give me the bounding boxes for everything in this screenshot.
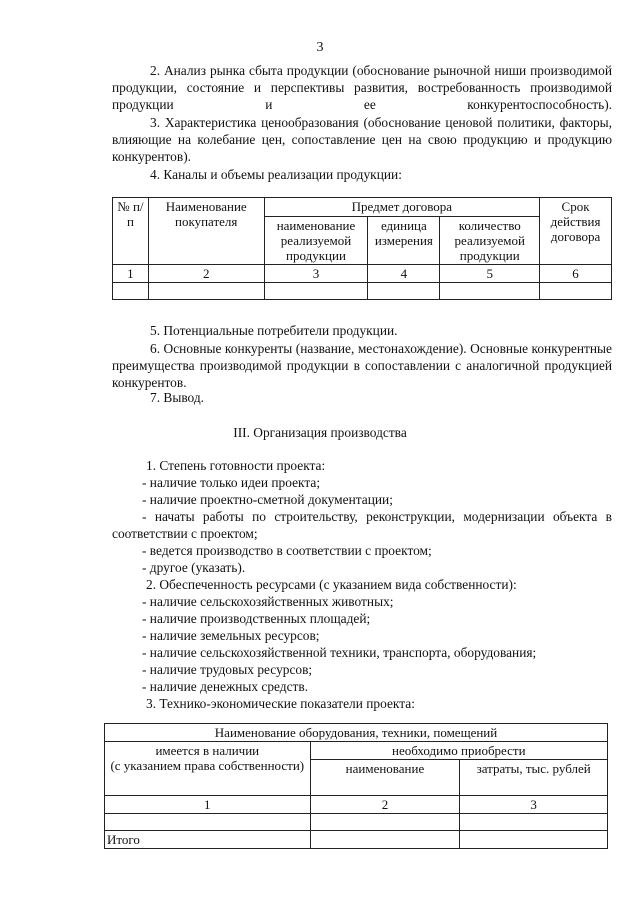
col-header-product-name: наименование реализуемой продукции xyxy=(264,217,368,265)
table-row xyxy=(113,283,612,300)
col-header-cost: затраты, тыс. рублей xyxy=(460,760,608,796)
column-number: 2 xyxy=(148,265,264,283)
table-row xyxy=(105,814,608,831)
paragraph-competitors: 6. Основные конкуренты (название, местонахождение). Основные конкурентные преимущества производимой продукции в сопоставлении с аналогичной продукцией конкурентов. xyxy=(112,341,612,390)
col-header-unit: единица измерения xyxy=(368,217,440,265)
total-label: Итого xyxy=(105,831,311,849)
resources-title: 2. Обеспеченность ресурсами (с указанием вида собственности): xyxy=(146,577,517,592)
paragraph-consumers: 5. Потенциальные потребители продукции. xyxy=(150,323,398,338)
paragraph-market-analysis: 2. Анализ рынка сбыта продукции (обоснование рыночной ниши производимой продукции, состояние и перспективы развития, востребованность производимой продукции и ее конкурентоспособность). xyxy=(112,63,612,112)
column-number: 1 xyxy=(113,265,149,283)
col-header-contract-subject: Предмет договора xyxy=(264,198,540,217)
section-heading: III. Организация производства xyxy=(233,425,407,440)
table-row xyxy=(105,831,608,849)
col-header-name: наименование xyxy=(310,760,460,796)
column-number: 3 xyxy=(460,796,608,814)
column-number: 1 xyxy=(105,796,311,814)
column-number: 3 xyxy=(264,265,368,283)
col-header-to-purchase: необходимо приобрести xyxy=(310,742,607,760)
equipment-table-header: Наименование оборудования, техники, помещений xyxy=(105,724,608,742)
col-header-quantity: количество реализуемой продукции xyxy=(440,217,540,265)
table-row xyxy=(113,265,612,283)
col-header-number: № п/п xyxy=(113,198,149,265)
paragraph-conclusion: 7. Вывод. xyxy=(150,390,205,405)
column-number: 5 xyxy=(440,265,540,283)
col-header-available xyxy=(105,742,311,796)
list-item: - наличие денежных средств. xyxy=(142,679,309,694)
list-item: - наличие сельскохозяйственной техники, транспорта, оборудования; xyxy=(142,645,537,660)
paragraph-pricing: 3. Характеристика ценообразования (обоснование ценовой политики, факторы, влияющие на колебание цен, сопоставление цен на свою продукцию и продукцию конкурентов). xyxy=(112,115,612,164)
col-header-contract-term: Срок действия договора xyxy=(540,198,612,265)
list-item: - наличие проектно-сметной документации; xyxy=(142,492,393,507)
list-item: - другое (указать). xyxy=(142,560,246,575)
sales-channels-table xyxy=(112,197,612,300)
table-row xyxy=(105,796,608,814)
column-number: 4 xyxy=(368,265,440,283)
available-label: имеется в наличии xyxy=(155,743,260,758)
list-item: - наличие земельных ресурсов; xyxy=(142,628,320,643)
list-item: - ведется производство в соответствии с проектом; xyxy=(142,543,432,558)
readiness-title: 1. Степень готовности проекта: xyxy=(146,458,326,473)
list-item: - наличие трудовых ресурсов; xyxy=(142,662,313,677)
col-header-buyer: Наименование покупателя xyxy=(148,198,264,265)
list-item: - начаты работы по строительству, реконструкции, модернизации объекта в соответствии с проектом; xyxy=(112,509,612,541)
tech-indicators-title: 3. Технико-экономические показатели проекта: xyxy=(146,696,415,711)
list-item: - наличие производственных площадей; xyxy=(142,611,371,626)
paragraph-sales-channels: 4. Каналы и объемы реализации продукции: xyxy=(150,167,402,182)
column-number: 6 xyxy=(540,265,612,283)
column-number: 2 xyxy=(310,796,460,814)
list-item: - наличие только идеи проекта; xyxy=(142,475,321,490)
list-item: - наличие сельскохозяйственных животных; xyxy=(142,594,394,609)
equipment-table xyxy=(104,723,608,849)
page-number: 3 xyxy=(316,40,324,55)
ownership-note: (с указанием права собственности) xyxy=(110,758,305,773)
